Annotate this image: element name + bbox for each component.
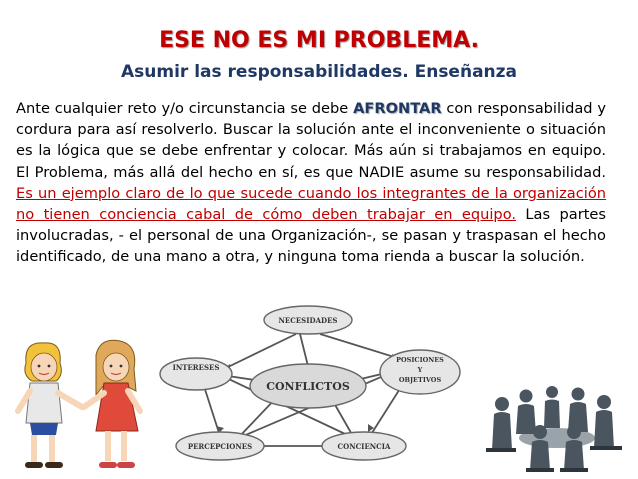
main-paragraph <box>16 98 606 268</box>
children-handshake-illustration <box>4 335 154 477</box>
girl-figure <box>84 340 140 465</box>
paragraph-part-1: Ante cualquier reto y/o circunstancia se debe <box>16 100 354 117</box>
label-intereses: INTERESES <box>172 363 220 372</box>
label-posiciones: POSICIONES <box>396 356 444 364</box>
page-subtitle: Asumir las responsabilidades. Enseñanza <box>120 62 518 82</box>
label-percepciones: PERCEPCIONES <box>187 442 253 451</box>
paragraph-part-2: con responsabilidad y cordura para así resolverlo. Buscar la solución ante el inconveniente o situación es la lógica que se debe enfrentar y colocar. Más aún si trabajamos en equipo. El Problema, más allá del hecho en sí, es que NADIE asume su responsabilidad. <box>16 100 606 181</box>
highlighted-sentence: Es un ejemplo claro de lo que sucede cuando los integrantes de la organización no tienen conciencia cabal de cómo deben trabajar en equipo. <box>16 184 606 224</box>
label-conciencia: CONCIENCIA <box>337 442 391 451</box>
label-necesidades: NECESIDADES <box>278 316 338 325</box>
label-conflictos: CONFLICTOS <box>266 380 350 393</box>
emphasis-word: AFRONTAR <box>353 100 442 117</box>
team-meeting-illustration <box>482 370 632 474</box>
label-y: Y <box>417 366 423 374</box>
conflicts-diagram <box>158 296 464 474</box>
page-title: ESE NO ES MI PROBLEMA. <box>159 28 479 53</box>
paragraph-part-3: Las partes involucradas, - el personal de una Organización-, se pasan y traspasan el hecho identificado, de una mano a otra, y ninguna toma rienda a buscar la solución. <box>16 206 606 266</box>
boy-figure <box>18 343 82 465</box>
label-objetivos: OBJETIVOS <box>398 376 442 384</box>
